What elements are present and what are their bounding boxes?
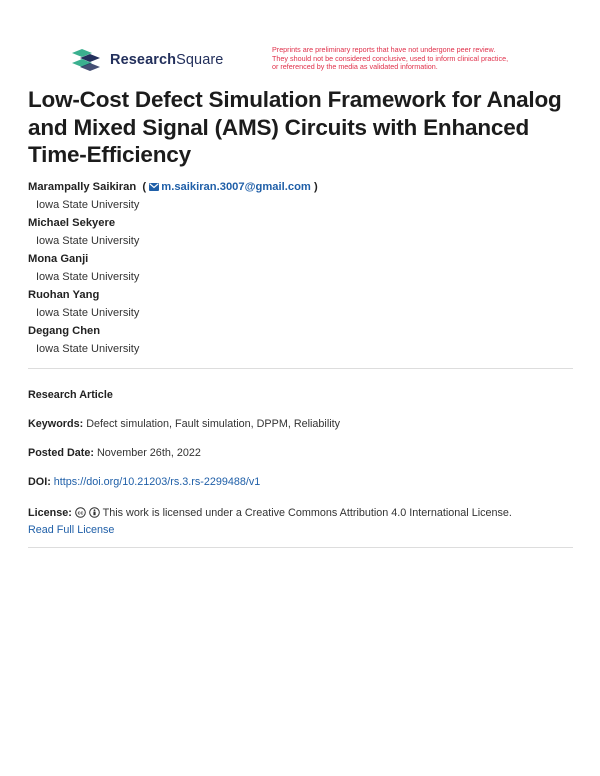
logo-text: ResearchSquare: [110, 52, 224, 68]
license: License: cc This work is licensed under a Creative Commons Attribution 4.0 International License. Read Full License: [28, 507, 512, 536]
author-name: Degang Chen: [28, 325, 101, 337]
svg-text:cc: cc: [77, 510, 84, 517]
cc-icon: [75, 507, 86, 518]
divider: [28, 547, 573, 548]
author-name: Michael Sekyere: [28, 217, 116, 229]
research-square-logo[interactable]: [72, 49, 223, 71]
paper-title: Low-Cost Defect Simulation Framework for Analog and Mixed Signal (AMS) Circuits with Enhanced Time-Efficiency: [28, 87, 562, 167]
preprint-notice: [272, 46, 542, 72]
posted-date: Posted Date: November 26th, 2022: [28, 447, 201, 459]
article-type: Research Article: [28, 389, 113, 401]
notice-line: or referenced by the media as validated information.: [272, 62, 438, 72]
notice-line: Preprints are preliminary reports that have not undergone peer review.: [272, 45, 496, 54]
research-square-logo-icon: [72, 49, 102, 71]
author-name: Ruohan Yang: [28, 289, 100, 301]
author-affiliation: Iowa State University: [36, 199, 140, 211]
author-affiliation: Iowa State University: [36, 343, 140, 355]
mail-icon: [149, 183, 159, 191]
header: [72, 44, 542, 80]
author-affiliation: Iowa State University: [36, 271, 140, 283]
divider: [28, 368, 573, 369]
author-name: Marampally Saikiran ( m.saikiran.3007@gmail.com ): [28, 181, 318, 193]
author-list: [28, 180, 568, 360]
author-affiliation: Iowa State University: [36, 235, 140, 247]
notice-line: They should not be considered conclusive, used to inform clinical practice,: [272, 53, 509, 63]
doi: DOI: https://doi.org/10.21203/rs.3.rs-2299488/v1: [28, 476, 261, 488]
keywords: Keywords: Defect simulation, Fault simulation, DPPM, Reliability: [28, 418, 341, 430]
author-email[interactable]: ( m.saikiran.3007@gmail.com ): [142, 181, 318, 193]
by-icon: [89, 507, 100, 518]
doi-link[interactable]: https://doi.org/10.21203/rs.3.rs-2299488/v1: [53, 476, 261, 488]
author-name: Mona Ganji: [28, 253, 89, 265]
read-full-license-link[interactable]: Read Full License: [28, 524, 115, 536]
author-affiliation: Iowa State University: [36, 307, 140, 319]
